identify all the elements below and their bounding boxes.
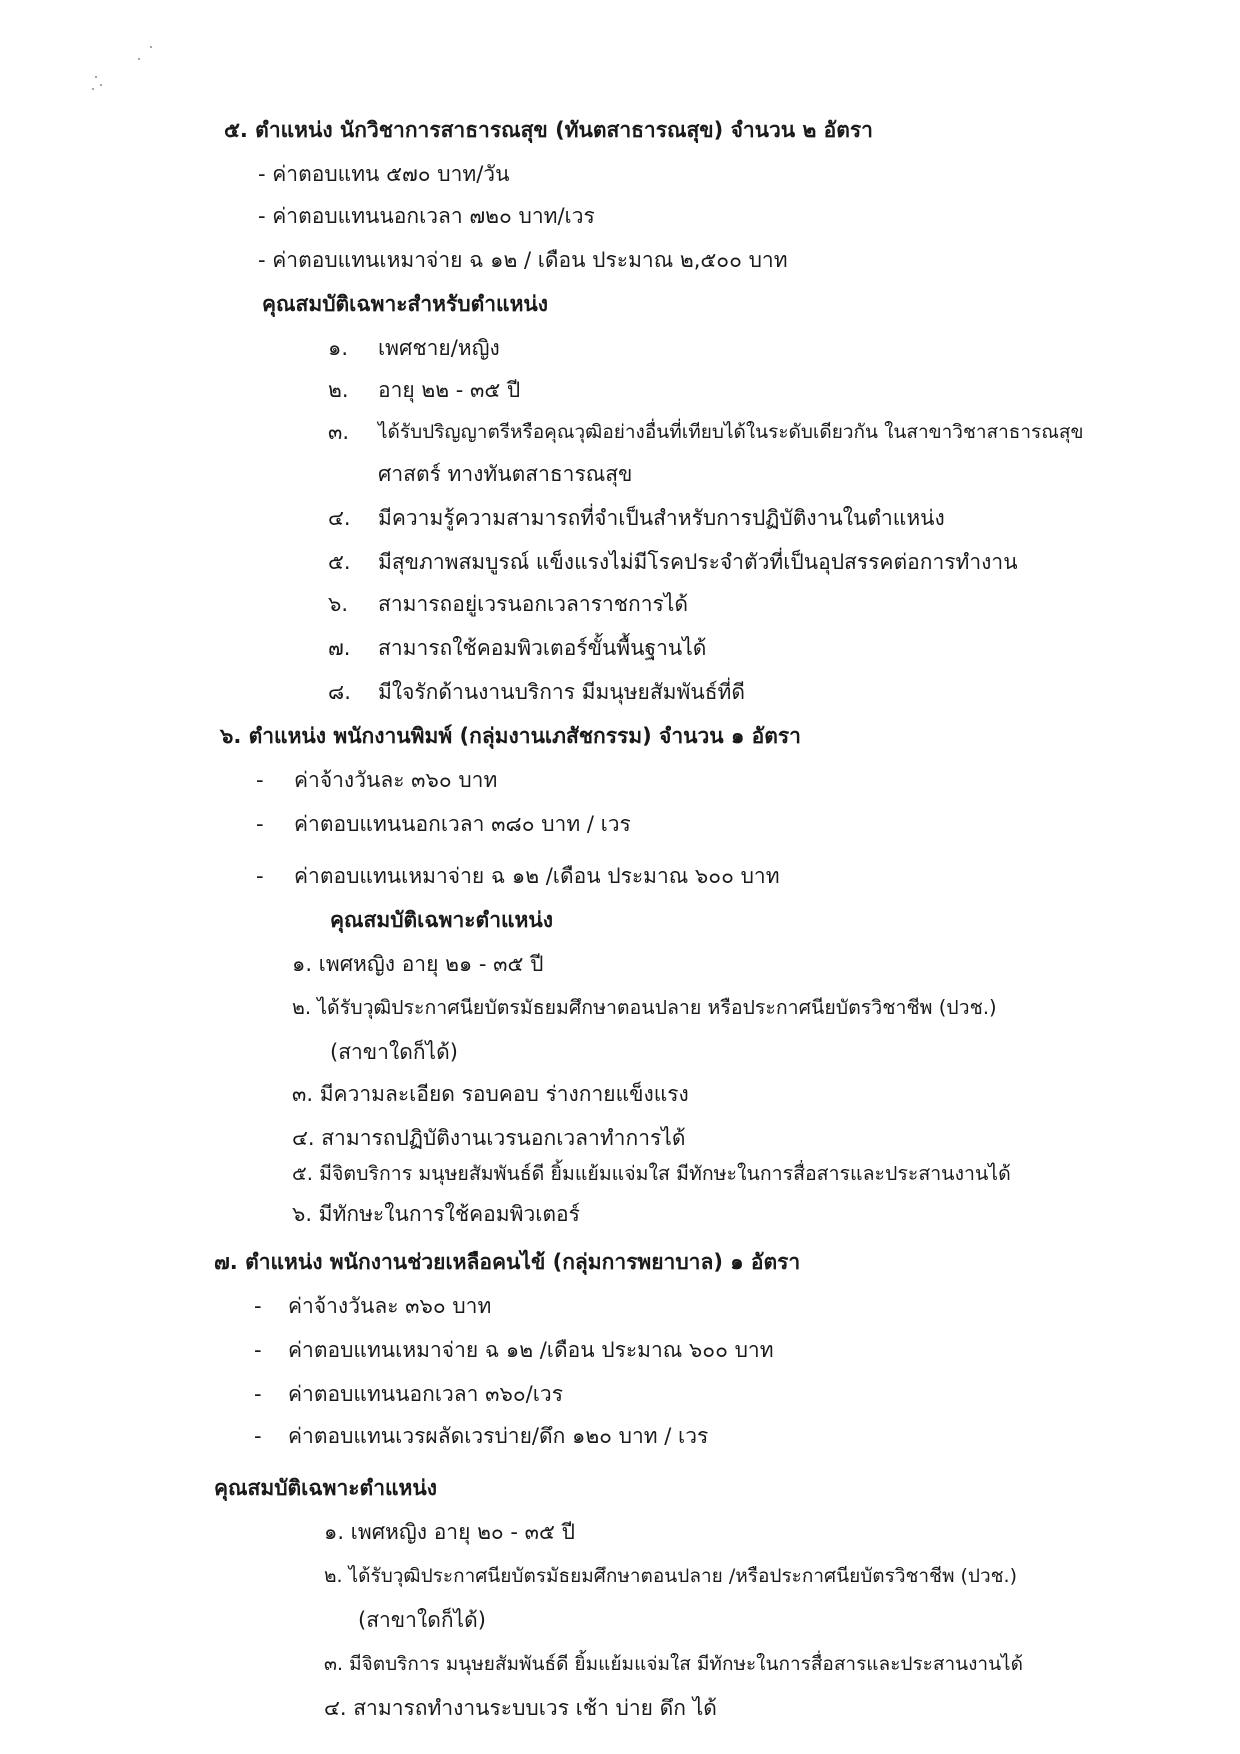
s6-qual-3: ๓. มีความละเอียด รอบคอบ ร่างกายแข็งแรง [292, 1082, 689, 1106]
s7-pay-3: ค่าตอบแทนนอกเวลา ๓๖๐/เวร [288, 1382, 563, 1406]
s5-qual-text: มีความรู้ความสามารถที่จำเป็นสำหรับการปฏิบัติงานในตำแหน่ง [378, 506, 945, 530]
scan-speck [138, 58, 140, 60]
s6-pay-1: ค่าจ้างวันละ ๓๖๐ บาท [294, 768, 498, 792]
s7-pay-1: ค่าจ้างวันละ ๓๖๐ บาท [288, 1294, 492, 1318]
s5-qual-num: ๗. [328, 636, 351, 660]
bullet-dash: - [254, 1424, 262, 1448]
bullet-dash: - [254, 1338, 262, 1362]
s6-qual-heading: คุณสมบัติเฉพาะตำแหน่ง [330, 908, 553, 932]
s7-pay-4: ค่าตอบแทนเวรผลัดเวรบ่าย/ดึก ๑๒๐ บาท / เวร [288, 1424, 709, 1448]
s5-pay-3: - ค่าตอบแทนเหมาจ่าย ฉ ๑๒ / เดือน ประมาณ ๒,๕๐๐ บาท [258, 248, 788, 272]
section-5-heading: ๕. ตำแหน่ง นักวิชาการสาธารณสุข (ทันตสาธารณสุข) จำนวน ๒ อัตรา [224, 118, 873, 142]
s6-qual-5: ๕. มีจิตบริการ มนุษยสัมพันธ์ดี ยิ้มแย้มแจ่มใส มีทักษะในการสื่อสารและประสานงานได้ [292, 1162, 1011, 1185]
s6-pay-3: ค่าตอบแทนเหมาจ่าย ฉ ๑๒ /เดือน ประมาณ ๖๐๐ บาท [294, 864, 780, 888]
bullet-dash: - [254, 1382, 262, 1406]
s5-qual-num: ๑. [328, 336, 349, 360]
s7-pay-2: ค่าตอบแทนเหมาจ่าย ฉ ๑๒ /เดือน ประมาณ ๖๐๐ บาท [288, 1338, 774, 1362]
s5-qual-num: ๒. [328, 378, 349, 402]
s5-qual-num: ๖. [328, 592, 349, 616]
s5-qual-text: สามารถใช้คอมพิวเตอร์ขั้นพื้นฐานได้ [378, 636, 707, 660]
s6-qual-2: ๒. ได้รับวุฒิประกาศนียบัตรมัธยมศึกษาตอนปลาย หรือประกาศนียบัตรวิชาชีพ (ปวช.) [292, 996, 997, 1019]
s7-qual-4: ๔. สามารถทำงานระบบเวร เช้า บ่าย ดึก ได้ [324, 1696, 717, 1720]
s7-qual-1: ๑. เพศหญิง อายุ ๒๐ - ๓๕ ปี [324, 1520, 575, 1544]
s7-qual-heading: คุณสมบัติเฉพาะตำแหน่ง [214, 1476, 437, 1500]
scan-speck [100, 84, 102, 86]
s5-qual-num: ๘. [328, 680, 351, 704]
s7-qual-2-cont: (สาขาใดก็ได้) [358, 1608, 486, 1632]
s5-qual-num: ๔. [328, 506, 351, 530]
s5-pay-2: - ค่าตอบแทนนอกเวลา ๗๒๐ บาท/เวร [258, 204, 595, 228]
s7-qual-2: ๒. ได้รับวุฒิประกาศนียบัตรมัธยมศึกษาตอนปลาย /หรือประกาศนียบัตรวิชาชีพ (ปวช.) [324, 1565, 1017, 1587]
s5-qual-text: สามารถอยู่เวรนอกเวลาราชการได้ [378, 592, 689, 616]
s5-qual-text: มีใจรักด้านงานบริการ มีมนุษยสัมพันธ์ที่ดี [378, 680, 745, 704]
s5-qual-text: อายุ ๒๒ - ๓๕ ปี [378, 378, 521, 402]
bullet-dash: - [256, 812, 264, 836]
s6-qual-6: ๖. มีทักษะในการใช้คอมพิวเตอร์ [292, 1202, 580, 1226]
scan-speck [150, 46, 152, 48]
s5-qual-text: มีสุขภาพสมบูรณ์ แข็งแรงไม่มีโรคประจำตัวที่เป็นอุปสรรคต่อการทำงาน [378, 550, 1018, 574]
bullet-dash: - [254, 1294, 262, 1318]
scan-speck [92, 88, 94, 90]
section-6-heading: ๖. ตำแหน่ง พนักงานพิมพ์ (กลุ่มงานเภสัชกรรม) จำนวน ๑ อัตรา [220, 724, 801, 748]
bullet-dash: - [256, 768, 264, 792]
s5-qual-text-cont: ศาสตร์ ทางทันตสาธารณสุข [378, 462, 633, 486]
s6-qual-4: ๔. สามารถปฏิบัติงานเวรนอกเวลาทำการได้ [292, 1126, 686, 1150]
s5-qual-text: เพศชาย/หญิง [378, 336, 500, 360]
s7-qual-3: ๓. มีจิตบริการ มนุษยสัมพันธ์ดี ยิ้มแย้มแจ่มใส มีทักษะในการสื่อสารและประสานงานได้ [324, 1653, 1023, 1675]
s5-qual-num: ๓. [328, 420, 350, 444]
s6-pay-2: ค่าตอบแทนนอกเวลา ๓๘๐ บาท / เวร [294, 812, 631, 836]
s6-qual-1: ๑. เพศหญิง อายุ ๒๑ - ๓๕ ปี [292, 952, 544, 976]
s6-qual-2-cont: (สาขาใดก็ได้) [330, 1040, 458, 1064]
section-7-heading: ๗. ตำแหน่ง พนักงานช่วยเหลือคนไข้ (กลุ่มการพยาบาล) ๑ อัตรา [214, 1250, 801, 1274]
bullet-dash: - [256, 864, 264, 888]
s5-qual-num: ๕. [328, 550, 351, 574]
s5-qual-heading: คุณสมบัติเฉพาะสำหรับตำแหน่ง [262, 292, 549, 316]
scan-speck [95, 76, 97, 78]
s5-qual-text: ได้รับปริญญาตรีหรือคุณวุฒิอย่างอื่นที่เทียบได้ในระดับเดียวกัน ในสาขาวิชาสาธารณสุข [378, 421, 1084, 443]
s5-pay-1: - ค่าตอบแทน ๕๗๐ บาท/วัน [258, 162, 510, 186]
